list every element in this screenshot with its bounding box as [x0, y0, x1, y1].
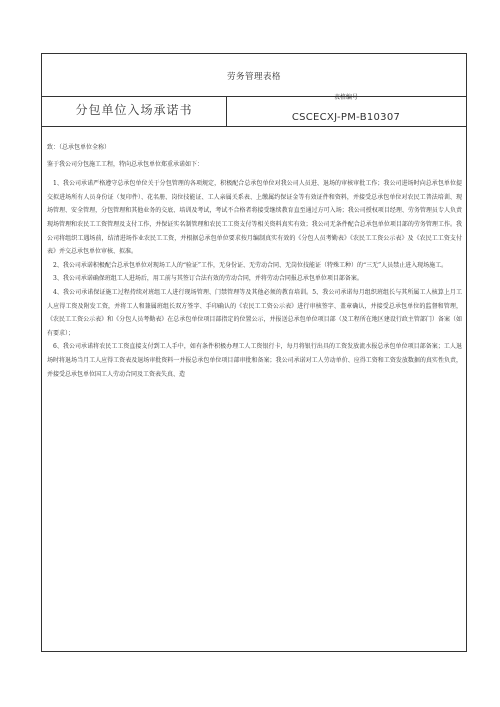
document-name: 分包单位入场承诺书: [75, 103, 193, 117]
form-title: 劳务管理表格: [226, 72, 281, 82]
commitment-paragraph: 3、我公司承诺确保班组工人进场后，用工前与其签订合法有效的劳动合同，并将劳动合同报总承包单位项目部备案。: [53, 275, 363, 283]
commitment-paragraph: 6、我公司承诺将农民工工资直接支付到工人手中，如有条件积极办理工人工资银行卡，每月将银行出具的工资发放流水报总承包单位项目部备案；工人退场时将退场当月工人应得工资表及退场审批资料一并报总承包单位项目部审批和备案；我公司承诺对工人劳动单价、应得工资和工资发放数据的真实性负责，并接受总承包单位国工人劳动合同及工资表失真、造: [47, 343, 462, 378]
form-number-label: 表格编号: [333, 94, 358, 101]
commitment-paragraph: 4、我公司承诺保证施工过程持续对班组工人进行现场管理、门禁管理等及其他必须的教育培训。5、我公司承诺每月组织班组长与其所属工人核算上月工人应得工资及附发工资，并将工人和兼属班组长双方签字、手印确认的《农民工工资公示表》进行审核签字、盖章确认，并接受总承包单位的监督和管理，《农民工工资公示表》和《分包人员考勤表》在总承包单位项目部指定的位置公示，并报送总承包单位项目部（及工程所在地区建设行政主管部门）备案（如有要求）；: [47, 288, 462, 337]
intro-text: 鉴于我公司分包施工工程，特向总承包单位郑重承诺如下：: [47, 160, 204, 168]
addressee: 致：（总承包单位全称）: [47, 144, 111, 151]
form-sheet: [41, 53, 467, 652]
table-rule: [42, 126, 466, 127]
form-number: CSCECXJ-PM-B10307: [291, 112, 401, 123]
commitment-paragraph: 2、我公司承诺积极配合总承包单位对现场工人的“验证”工作，无身份证、无劳动合同、无岗位技能证（特殊工种）的“三无”人员禁止进入现场施工。: [53, 261, 448, 269]
letter-body: [47, 141, 462, 381]
commitment-paragraph: 1、我公司承诺严格遵守总承包单位关于分包管理的各项规定，积极配合总承包单位对我公司人员进、退场的审核审批工作；我公司进场时向总承包单位提交拟进场所有人员身份证（复印件）、花名册、岗位技能证、工人亲属关系表、上缴属约保证金等有效证件和资料，并接受总承包单位对农民工普法培训、现场管理、安全管理，分包管理和其他业务的交底、培训及考试，考试不合格者将接受继续教育直至通过方可入场；我公司授权项目经理、劳务管理员专人负责现场管理和农民工工资管理及支付工作，并保证实名制管理和农民工工资支付等相关资料真实有效；我公司无条件配合总承包单位项目部的劳务管理工作。我公司将组织工遇场前，结清进场作业农民工工资，并根据总承包单位要求按月编制真实有效的《分包人员考勤表》《农民工工资公示表》及《农民工工资支付表》并交总承包单位审核、拟准。: [47, 180, 462, 256]
